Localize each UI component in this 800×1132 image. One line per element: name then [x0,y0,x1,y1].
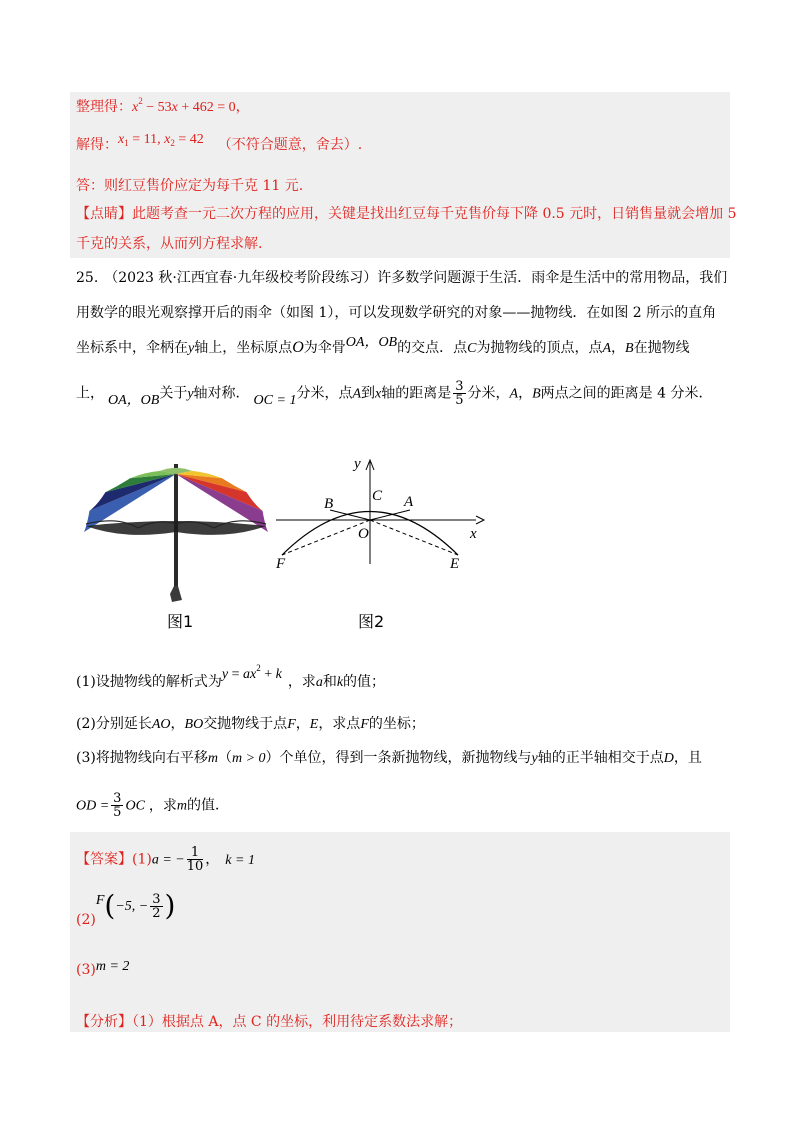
umbrella-handle [170,586,182,602]
figure1-caption: 图1 [167,612,194,631]
simplify-line: 整理得：$x^2 - 53x + 462 = 0$， [76,96,250,115]
q1-equation: $y = ax^2 + k$ [221,663,282,682]
umbrella-figure [78,458,274,608]
x-axis-arrow [476,516,484,524]
answer-3: (3)m = 2 [76,959,130,978]
question-2: (2)分别延长AO，BO交抛物线于点F，E，求点F的坐标； [76,716,425,732]
label-O: O [358,526,369,542]
fraction-three-fifths: $\frac{3}{5}$ [455,379,464,408]
label-C: C [372,488,383,504]
a1-fraction: $\frac{1}{10}$ [186,845,204,874]
label-x: x [470,526,477,542]
parabola-diagram [270,452,490,572]
problem-line-2: 用数学的眼光观察撑开后的雨伞（如图 1），可以发现数学研究的对象——抛物线．在如图 2 所示的直角 [76,305,717,321]
analysis-line: 【分析】（1）根据点 A，点 C 的坐标，利用待定系数法求解； [76,1014,463,1030]
question-3-line-2: OD = $\frac{3}{5}$ OC ，求m的值． [76,791,230,820]
label-A: A [404,494,414,510]
dashed-OF [282,520,370,555]
problem-line-3: 坐标系中，伞柄在y轴上，坐标原点O为伞骨OA，OB的交点．点C为抛物线的顶点，点A，B在抛物线 [76,335,690,356]
label-F: F [276,556,286,572]
problem-line-4: 上， OA，OB关于y轴对称． OC = 1分米，点A到x轴的距离是 $\frac{3}{5}$ 分米，A，B两点之间的距离是 4 分米． [76,379,713,408]
label-B: B [324,496,334,512]
q3-fraction: $\frac{3}{5}$ [113,791,122,820]
problem-line-1: 25. （2023 秋·江西宜春·九年级校考阶段练习）许多数学问题源于生活．雨伞是生活中的常用物品，我们 [76,270,728,286]
comment-line-2: 千克的关系，从而列方程求解. [76,236,263,252]
question-3-line-1: (3)将抛物线向右平移m（m > 0）个单位，得到一条新抛物线，新抛物线与y轴的正半轴相交于点D，且 [76,750,702,766]
answer-2: (2)F(−5, − $\frac{3}{2}$ ) [76,889,176,928]
simplify-equation: $x^2 - 53x + 462 = 0$ [132,96,236,115]
label-E: E [450,556,460,572]
solve-line: 解得：$x_1 = 11$, $x_2 = 42$ （不符合题意，舍去）. [76,132,363,153]
comment-line-1: 【点睛】此题考查一元二次方程的应用，关键是找出红豆每千克售价每下降 0.5 元时，日销售量就会增加 5 [76,206,737,222]
question-1: (1)设抛物线的解析式为$y = ax^2 + k$ ，求a和k的值； [76,663,386,690]
dashed-OE [370,520,458,555]
a2-fraction: $\frac{3}{2}$ [152,891,161,921]
answer-1: 【答案】(1)a = − $\frac{1}{10}$ ， k = 1 [76,845,255,874]
solve-equation: $x_1 = 11$, $x_2 = 42$ [118,132,204,148]
label-y: y [354,456,361,472]
answer-line: 答：则红豆售价应定为每千克 11 元. [76,178,304,194]
figure2-caption: 图2 [358,612,385,631]
